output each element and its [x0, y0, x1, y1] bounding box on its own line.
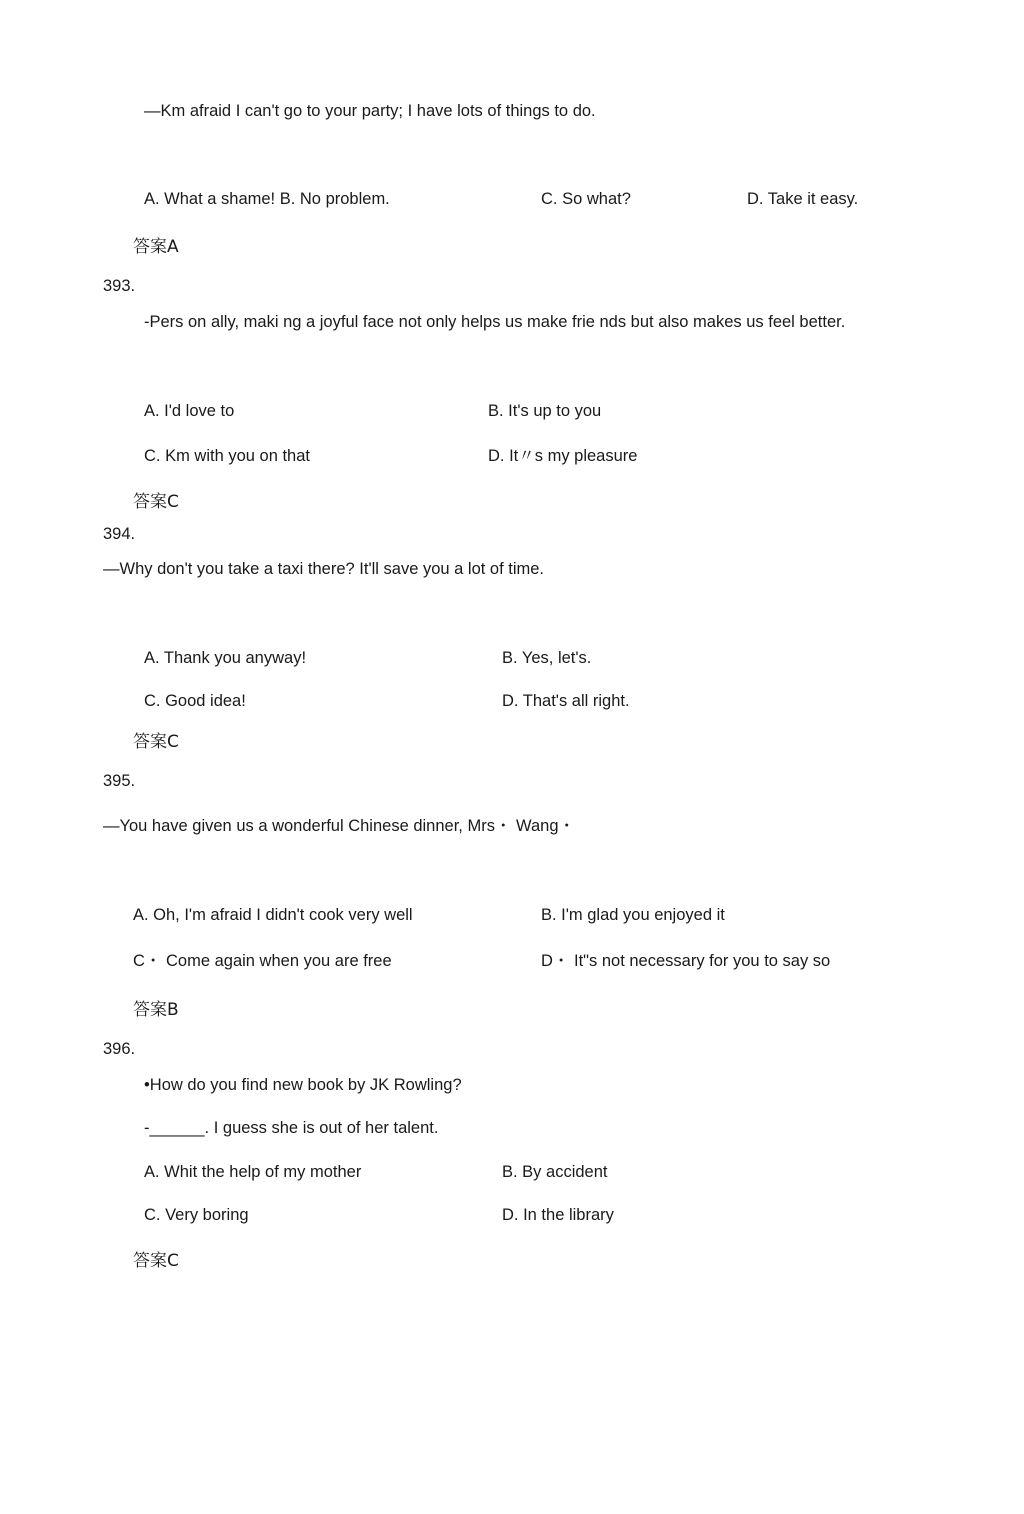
question-392-option-ab: A. What a shame! B. No problem.	[144, 190, 390, 208]
question-396-option-c: C. Very boring	[144, 1206, 249, 1224]
question-396-line1: •How do you find new book by JK Rowling?	[144, 1076, 462, 1094]
question-393-number: 393.	[103, 277, 136, 295]
question-393-option-d: D. It〃s my pleasure	[488, 447, 638, 465]
question-396-answer: 答案C	[133, 1251, 179, 1271]
question-396-option-a: A. Whit the help of my mother	[144, 1163, 362, 1181]
question-393-option-a: A. I'd love to	[144, 402, 235, 420]
question-392-option-c: C. So what?	[541, 190, 631, 208]
question-395-option-b: B. I'm glad you enjoyed it	[541, 906, 725, 924]
question-395-number: 395.	[103, 772, 136, 790]
question-394-option-a: A. Thank you anyway!	[144, 649, 307, 667]
question-392-answer: 答案A	[133, 237, 179, 257]
question-393-option-c: C. Km with you on that	[144, 447, 310, 465]
question-396-number: 396.	[103, 1040, 136, 1058]
question-394-number: 394.	[103, 525, 136, 543]
question-394-option-d: D. That's all right.	[502, 692, 630, 710]
question-393-option-b: B. It's up to you	[488, 402, 602, 420]
question-395-option-c: C・ Come again when you are free	[133, 952, 392, 970]
question-393-dialogue: -Pers on ally, maki ng a joyful face not only helps us make frie nds but also makes us feel better.	[144, 313, 846, 331]
question-392-option-d: D. Take it easy.	[747, 190, 859, 208]
question-395-option-d: D・ It"s not necessary for you to say so	[541, 952, 831, 970]
question-392-dialogue: —Km afraid I can't go to your party; I have lots of things to do.	[144, 102, 596, 120]
question-396-option-b: B. By accident	[502, 1163, 608, 1181]
question-393-answer: 答案C	[133, 492, 179, 512]
question-396-line2: -______. I guess she is out of her talent.	[144, 1119, 439, 1137]
question-395-dialogue: —You have given us a wonderful Chinese dinner, Mrs・ Wang・	[103, 817, 576, 835]
question-395-answer: 答案B	[133, 1000, 179, 1020]
question-394-option-c: C. Good idea!	[144, 692, 246, 710]
question-394-answer: 答案C	[133, 732, 179, 752]
question-395-option-a: A. Oh, I'm afraid I didn't cook very well	[133, 906, 413, 924]
question-396-option-d: D. In the library	[502, 1206, 614, 1224]
question-394-dialogue: —Why don't you take a taxi there? It'll save you a lot of time.	[103, 560, 545, 578]
question-394-option-b: B. Yes, let's.	[502, 649, 592, 667]
